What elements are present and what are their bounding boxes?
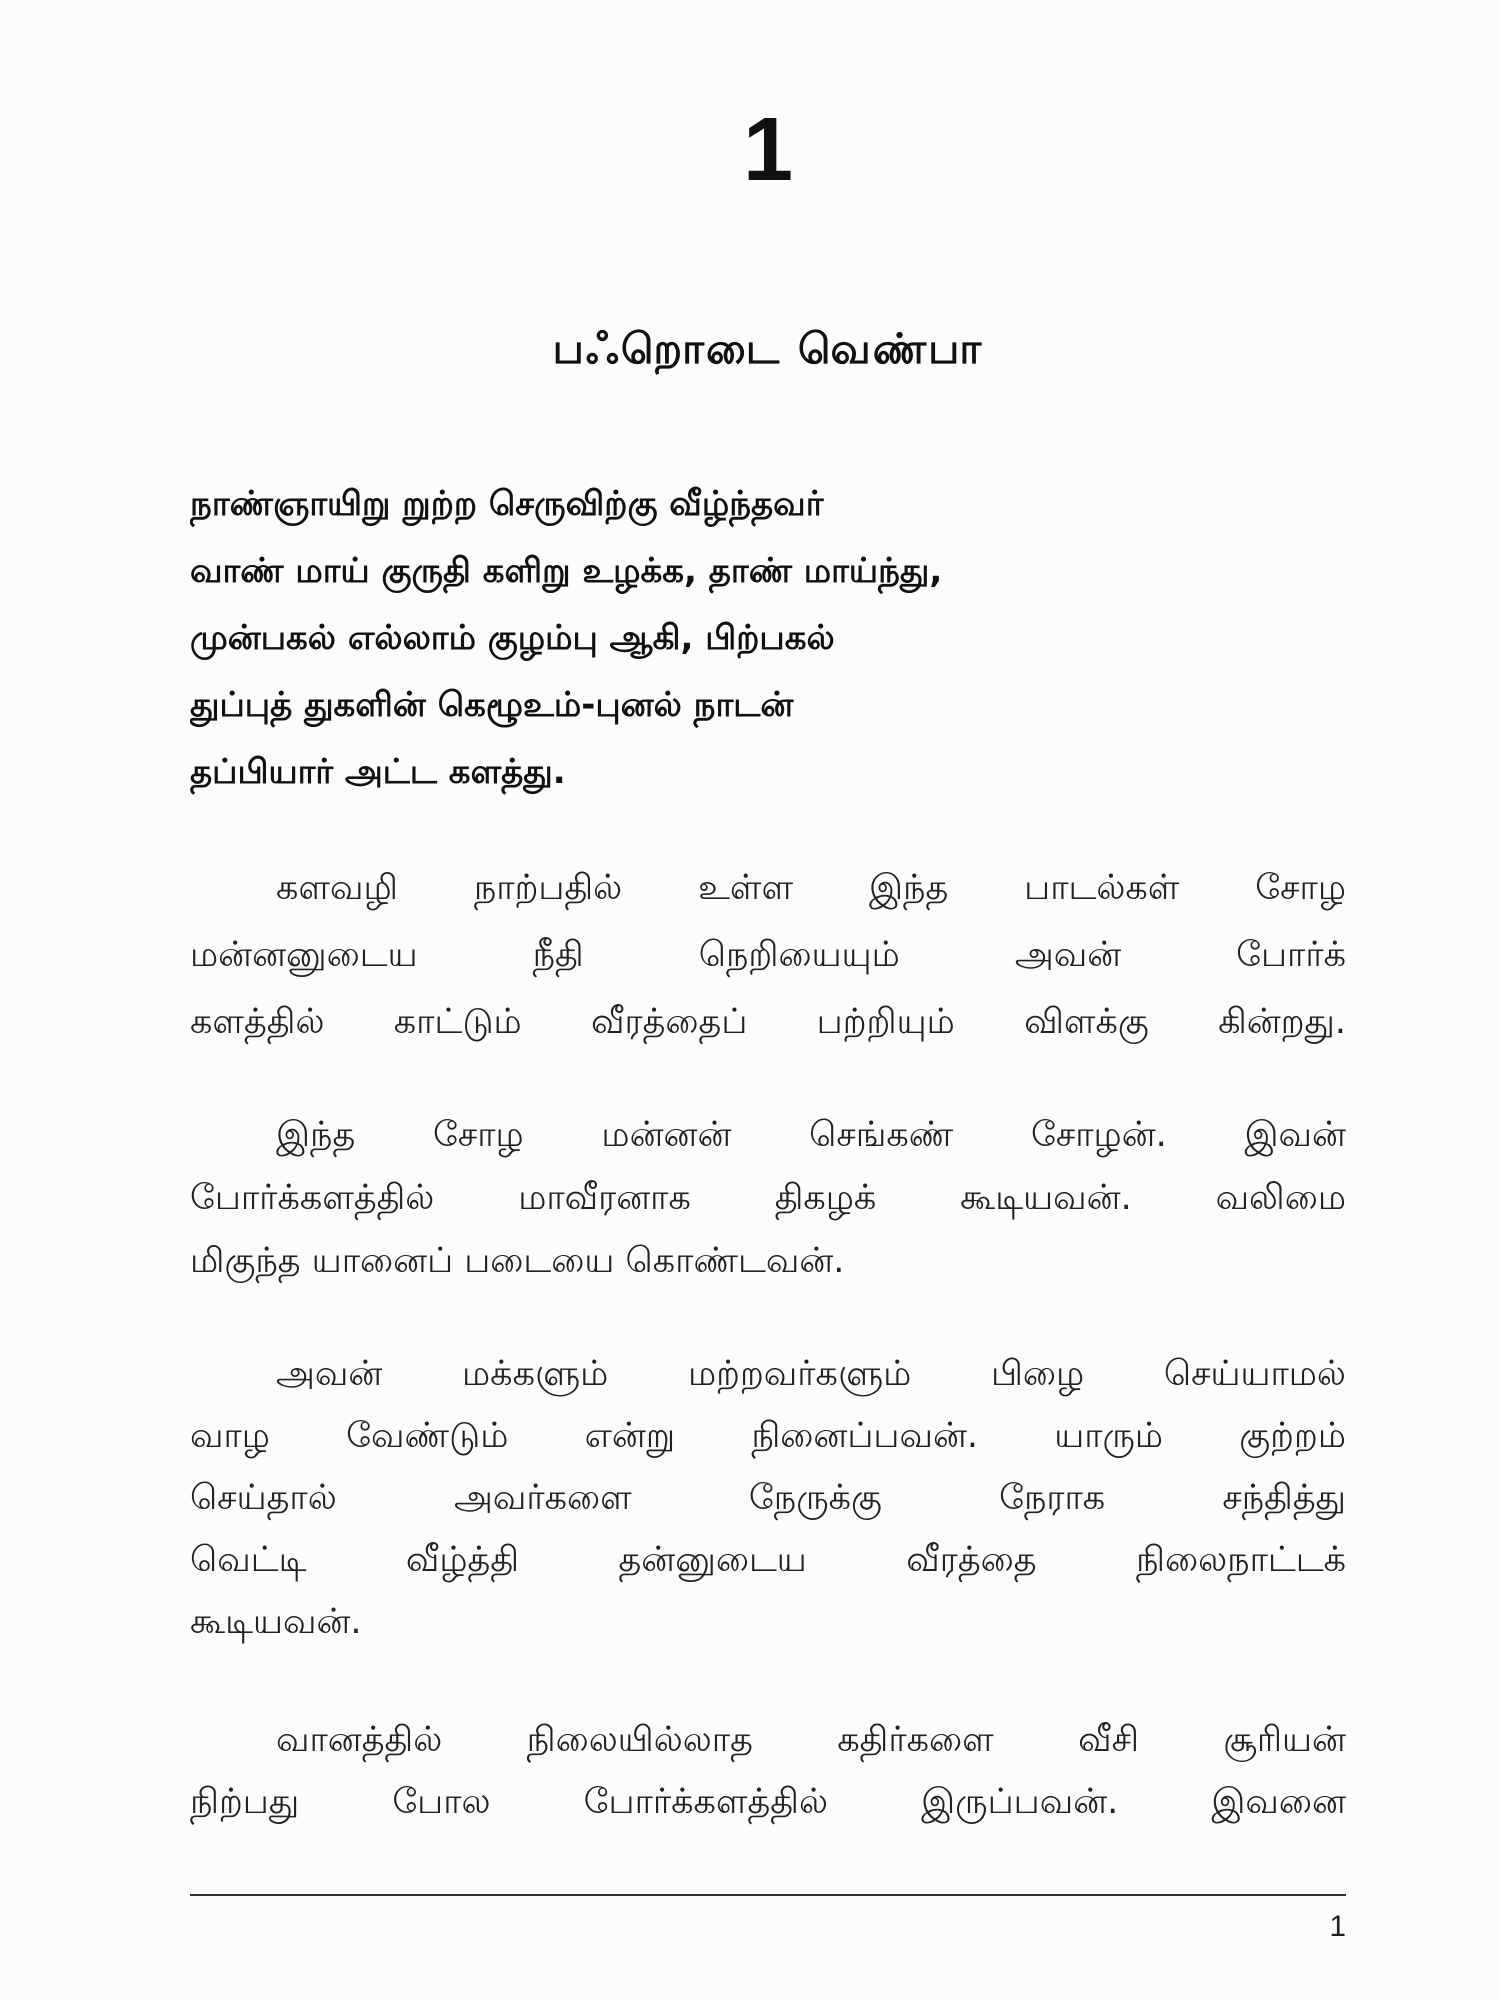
poem-line: தப்பியார் அட்ட களத்து.: [190, 752, 566, 792]
paragraph-line: வானத்தில் நிலையில்லாத கதிர்களை வீசி சூரியன்: [276, 1720, 1346, 1760]
paragraph: [190, 1104, 1346, 1293]
paragraph-line: கூடியவன்.: [190, 1602, 362, 1642]
poem-line: நாண்ஞாயிறு றுற்ற செருவிற்கு வீழ்ந்தவர்: [190, 484, 824, 524]
paragraph-line: போர்க்களத்தில் மாவீரனாக திகழக் கூடியவன். வலிமை: [190, 1178, 1346, 1218]
paragraph-line: நிற்பது போல போர்க்களத்தில் இருப்பவன். இவனை: [190, 1782, 1346, 1822]
poem-line: வாண் மாய் குருதி களிறு உழக்க, தாண் மாய்ந்து,: [190, 551, 943, 591]
paragraph: [190, 1343, 1346, 1653]
poem-verse: [190, 471, 1346, 806]
paragraph: [190, 855, 1346, 1056]
paragraph: [190, 1709, 1346, 1833]
poem-line: முன்பகல் எல்லாம் குழம்பு ஆகி, பிற்பகல்: [190, 618, 835, 658]
paragraph-line: இந்த சோழ மன்னன் செங்கண் சோழன். இவன்: [276, 1115, 1346, 1155]
paragraph-line: களவழி நாற்பதில் உள்ள இந்த பாடல்கள் சோழ: [276, 868, 1346, 908]
poem-line: துப்புத் துகளின் கெழூஉம்-புனல் நாடன்: [190, 685, 794, 725]
paragraph-line: செய்தால் அவர்களை நேருக்கு நேராக சந்தித்து: [190, 1478, 1346, 1518]
paragraph-line: மன்னனுடைய நீதி நெறியையும் அவன் போர்க்: [190, 935, 1346, 975]
paragraph-line: மிகுந்த யானைப் படையை கொண்டவன்.: [190, 1241, 845, 1281]
paragraph-line: வாழ வேண்டும் என்று நினைப்பவன். யாரும் குற்றம்: [190, 1416, 1346, 1456]
paragraph-line: வெட்டி வீழ்த்தி தன்னுடைய வீரத்தை நிலைநாட்டக்: [190, 1540, 1346, 1580]
paragraph-line: அவன் மக்களும் மற்றவர்களும் பிழை செய்யாமல்: [276, 1354, 1346, 1394]
footer-rule: [190, 1894, 1346, 1896]
paragraph-line: களத்தில் காட்டும் வீரத்தைப் பற்றியும் விளக்கு கின்றது.: [190, 1002, 1346, 1042]
page-number: 1: [1329, 1910, 1346, 1943]
chapter-number: 1: [742, 100, 794, 200]
chapter-title: பஃறொடை வெண்பா: [552, 324, 984, 373]
